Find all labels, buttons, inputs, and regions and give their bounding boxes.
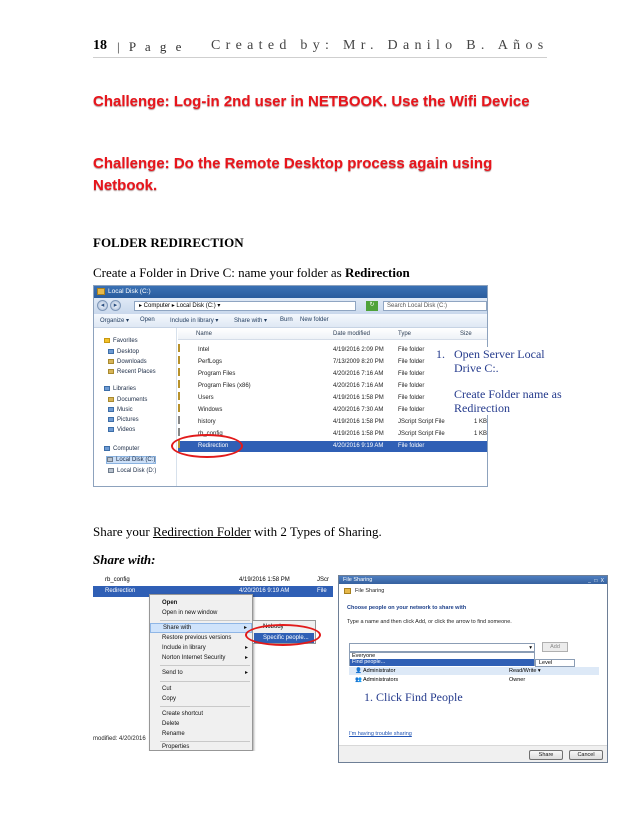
nav-downloads[interactable]: Downloads xyxy=(108,359,147,365)
menu-restore-previous[interactable]: Restore previous versions xyxy=(162,635,232,641)
column-name[interactable]: Name xyxy=(196,331,213,337)
chevron-down-icon[interactable]: ▾ xyxy=(529,645,532,651)
back-arrow-icon[interactable]: ◂ xyxy=(97,300,108,311)
callout-line-2: Create Folder name as Redirection xyxy=(454,387,562,415)
search-input[interactable]: Search Local Disk (C:) xyxy=(383,301,487,311)
explorer-callout xyxy=(436,347,566,415)
nav-music[interactable]: Music xyxy=(108,407,133,413)
context-menu xyxy=(149,594,253,751)
callout-number: 1. xyxy=(436,347,445,361)
menu-divider xyxy=(160,681,250,682)
desktop-icon xyxy=(108,349,114,354)
chevron-right-icon: ▸ xyxy=(244,645,248,651)
group-icon: 👥 xyxy=(355,677,362,683)
instruction-text: Create a Folder in Drive C: name your folder as xyxy=(93,265,345,280)
menu-cut[interactable]: Cut xyxy=(162,686,172,692)
music-icon xyxy=(108,407,114,412)
share-with-label: Share with: xyxy=(93,552,156,567)
menu-divider xyxy=(160,665,250,666)
menu-open[interactable]: Open xyxy=(162,600,178,606)
menu-divider xyxy=(160,706,250,707)
table-row-redirection[interactable]: Redirection 4/20/2016 9:19 AM File folder xyxy=(178,441,488,452)
nav-recent-places[interactable]: Recent Places xyxy=(108,369,156,375)
menu-rename[interactable]: Rename xyxy=(162,731,185,737)
nav-favorites[interactable]: Favorites xyxy=(104,338,138,344)
nav-local-disk-c[interactable]: Local Disk (C:) xyxy=(106,456,156,464)
folder-icon xyxy=(178,380,180,388)
share-button[interactable]: Share xyxy=(529,750,563,760)
menu-share-with[interactable]: Share with ▸ xyxy=(150,623,252,633)
highlight-circle xyxy=(171,434,243,458)
instruction-share-folder: Share your Redirection Folder with 2 Types of Sharing. xyxy=(93,524,382,539)
nav-videos[interactable]: Videos xyxy=(108,427,135,433)
option-everyone[interactable]: Everyone xyxy=(352,653,376,659)
menu-delete[interactable]: Delete xyxy=(162,721,180,727)
drive-icon xyxy=(108,468,114,473)
folder-name: Redirection xyxy=(344,265,410,280)
menu-divider xyxy=(160,620,250,621)
dialog-subtitle: File Sharing xyxy=(339,584,607,598)
forward-arrow-icon[interactable]: ▸ xyxy=(110,300,121,311)
menu-create-shortcut[interactable]: Create shortcut xyxy=(162,711,204,717)
star-icon xyxy=(104,338,110,343)
menu-send-to[interactable]: Send to ▸ xyxy=(162,670,248,676)
menu-properties[interactable]: Properties xyxy=(162,744,190,750)
user-icon: 👤 xyxy=(355,668,362,674)
pictures-icon xyxy=(108,417,114,422)
folder-icon xyxy=(97,288,105,295)
nav-libraries[interactable]: Libraries xyxy=(104,386,136,392)
explorer-titlebar xyxy=(94,286,487,298)
context-menu-screenshot xyxy=(93,575,333,751)
folder-link-text: Redirection Folder xyxy=(152,524,251,539)
file-row-redirection[interactable]: Redirection 4/20/2016 9:19 AM File xyxy=(93,586,333,597)
table-row[interactable]: 👤 Administrator Read/Write ▾ xyxy=(349,667,599,675)
chevron-right-icon: ▸ xyxy=(244,670,248,676)
address-bar[interactable]: ▸ Computer ▸ Local Disk (C:) ▾ xyxy=(134,301,356,311)
address-bar-area xyxy=(94,298,487,314)
table-row[interactable]: rb_config 4/19/2016 1:58 PM JScript Script File 1 KB xyxy=(178,429,488,440)
table-row[interactable]: 👥 Administrators Owner xyxy=(355,677,526,683)
folder-icon xyxy=(178,356,180,364)
share-icon xyxy=(344,588,351,594)
menu-include-library[interactable]: Include in library ▸ xyxy=(162,645,248,651)
add-button[interactable]: Add xyxy=(542,642,568,652)
dialog-instruction: Type a name and then click Add, or click the arrow to find someone. xyxy=(347,619,512,625)
page-number: 18 xyxy=(93,38,107,53)
cancel-button[interactable]: Cancel xyxy=(569,750,603,760)
instruction-create-folder xyxy=(93,265,410,281)
trouble-sharing-link[interactable]: I'm having trouble sharing xyxy=(349,731,412,737)
menu-copy[interactable]: Copy xyxy=(162,696,177,702)
nav-computer[interactable]: Computer xyxy=(104,446,139,452)
script-file-icon xyxy=(178,416,180,424)
submenu-nobody[interactable]: Nobody xyxy=(263,624,284,630)
column-size[interactable]: Size xyxy=(460,331,472,337)
nav-pictures[interactable]: Pictures xyxy=(108,417,139,423)
downloads-icon xyxy=(108,359,114,364)
dialog-body xyxy=(347,601,602,683)
open-button[interactable]: Open xyxy=(140,317,155,323)
folder-icon xyxy=(178,368,180,376)
explorer-screenshot xyxy=(93,285,488,487)
table-row[interactable]: PerfLogs 7/13/2009 8:20 PM File folder xyxy=(178,357,488,368)
new-folder-button[interactable]: New folder xyxy=(300,317,329,323)
find-people-callout: 1. Click Find People xyxy=(364,690,463,704)
column-date-modified[interactable]: Date modified xyxy=(333,331,371,337)
challenge-1: Challenge: Log-in 2nd user in NETBOOK. Use the Wifi Device xyxy=(93,93,530,110)
menu-norton[interactable]: Norton Internet Security ▸ xyxy=(162,655,248,661)
chevron-right-icon: ▸ xyxy=(244,655,248,661)
table-row[interactable]: Users 4/19/2016 1:58 PM File folder xyxy=(178,393,488,404)
table-row[interactable]: Program Files (x86) 4/20/2016 7:16 AM File folder xyxy=(178,381,488,392)
nav-local-disk-d[interactable]: Local Disk (D:) xyxy=(108,468,156,474)
table-row[interactable]: history 4/19/2016 1:58 PM JScript Script File 1 KB xyxy=(178,417,488,428)
menu-open-new-window[interactable]: Open in new window xyxy=(162,610,218,616)
challenge-2: Challenge: Do the Remote Desktop process again using Netbook. xyxy=(93,155,493,194)
file-row-rb-config[interactable]: rb_config 4/19/2016 1:58 PM JScr xyxy=(105,577,329,583)
recent-places-icon xyxy=(108,369,114,374)
window-controls[interactable]: _ □ X xyxy=(588,578,605,584)
folder-icon xyxy=(178,404,180,412)
chevron-right-icon: ▸ xyxy=(243,625,247,631)
callout-line-1: Open Server Local Drive C:. xyxy=(454,347,545,375)
page-label: | P a g e xyxy=(117,39,185,54)
column-type[interactable]: Type xyxy=(398,331,412,337)
documents-icon xyxy=(108,397,114,402)
dialog-footer xyxy=(339,745,607,763)
people-dropdown xyxy=(349,652,535,666)
nav-desktop[interactable]: Desktop xyxy=(108,349,139,355)
dialog-heading: Choose people on your network to share with xyxy=(347,605,467,611)
computer-icon xyxy=(104,446,110,451)
section-title: FOLDER REDIRECTION xyxy=(93,235,244,250)
burn-button[interactable]: Burn xyxy=(280,317,293,323)
explorer-toolbar xyxy=(94,314,487,328)
dialog-titlebar: File Sharing _ □ X xyxy=(339,576,607,584)
people-input[interactable] xyxy=(349,643,535,652)
table-row[interactable]: Intel 4/19/2016 2:09 PM File folder xyxy=(178,345,488,356)
include-library-button[interactable]: Include in library ▾ xyxy=(170,318,219,324)
folder-icon xyxy=(178,392,180,400)
permission-level-header: Level xyxy=(535,659,575,667)
table-row[interactable]: Windows 4/20/2016 7:30 AM File folder xyxy=(178,405,488,416)
explorer-title: Local Disk (C:) xyxy=(108,288,151,295)
share-with-button[interactable]: Share with ▾ xyxy=(234,318,268,324)
drive-icon xyxy=(107,457,113,462)
submenu-specific-people[interactable]: Specific people... xyxy=(254,633,314,643)
libraries-icon xyxy=(104,386,110,391)
file-sharing-dialog xyxy=(338,575,608,763)
videos-icon xyxy=(108,427,114,432)
organize-button[interactable]: Organize ▾ xyxy=(100,318,130,324)
navigation-pane xyxy=(94,328,177,487)
refresh-icon[interactable]: ↻ xyxy=(366,301,378,311)
option-find-people[interactable]: Find people... xyxy=(350,659,534,666)
script-file-icon xyxy=(178,428,180,436)
table-row[interactable]: Program Files 4/20/2016 7:16 AM File folder xyxy=(178,369,488,380)
page-header xyxy=(93,38,547,58)
nav-documents[interactable]: Documents xyxy=(108,397,147,403)
column-headers xyxy=(178,328,487,340)
highlight-circle xyxy=(245,624,321,646)
folder-icon xyxy=(178,344,180,352)
modified-status: modified: 4/20/2016 xyxy=(93,736,146,742)
author-credit: Created by: Mr. Danilo B. Años xyxy=(211,38,549,53)
